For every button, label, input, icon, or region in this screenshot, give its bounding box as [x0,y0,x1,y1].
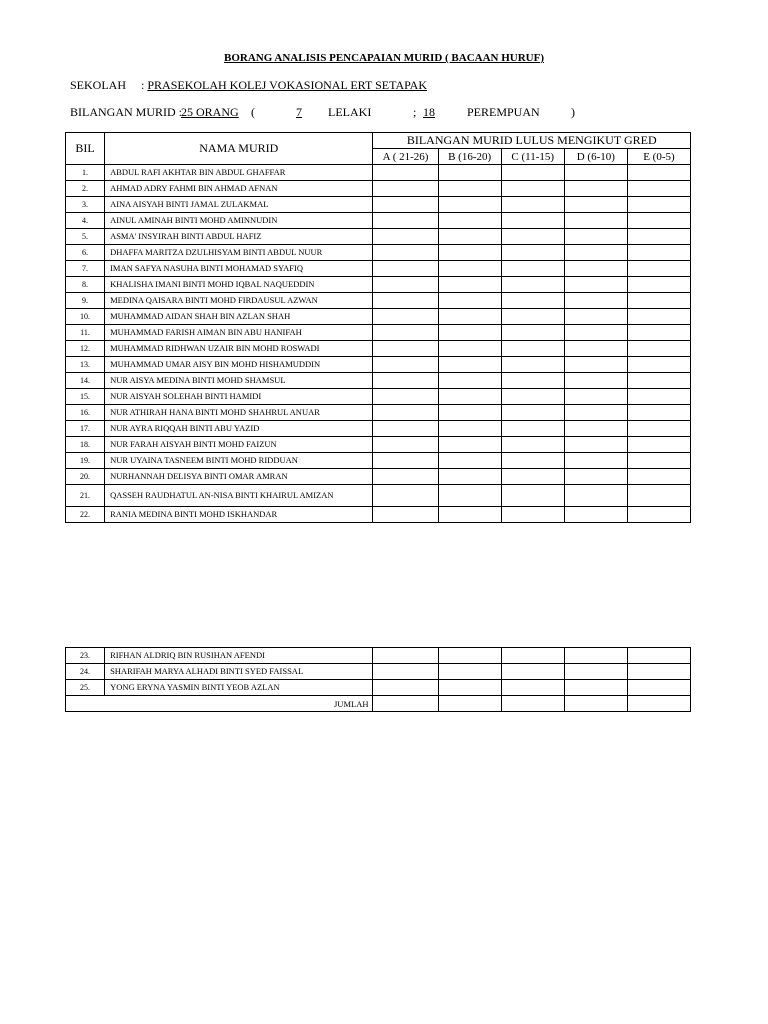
header-name: NAMA MURID [105,133,373,165]
grade-cell-a[interactable] [373,469,438,485]
grade-cell-c[interactable] [501,341,564,357]
table-row [66,373,691,389]
grade-cell-a[interactable] [373,357,438,373]
row-number: 13. [66,357,105,373]
grade-cell-b[interactable] [438,277,501,293]
table-row [66,213,691,229]
grade-cell-b[interactable] [438,680,501,696]
row-number: 1. [66,165,105,181]
grade-cell-a[interactable] [373,181,438,197]
table-row [66,469,691,485]
total-cell-e[interactable] [627,696,690,712]
male-label: LELAKI [328,105,372,119]
header-bil: BIL [66,133,105,165]
grade-cell-b[interactable] [438,357,501,373]
grade-cell-b[interactable] [438,469,501,485]
grade-cell-e[interactable] [627,389,690,405]
grade-cell-a[interactable] [373,648,438,664]
grade-cell-d[interactable] [564,245,627,261]
row-number: 8. [66,277,105,293]
grade-cell-e[interactable] [627,680,690,696]
student-name: DHAFFA MARITZA DZULHISYAM BINTI ABDUL NUUR [105,245,373,261]
grade-cell-e[interactable] [627,293,690,309]
grade-cell-a[interactable] [373,453,438,469]
row-number: 21. [66,485,105,507]
total-cell-d[interactable] [564,696,627,712]
grade-cell-c[interactable] [501,469,564,485]
student-name: ABDUL RAFI AKHTAR BIN ABDUL GHAFFAR [105,165,373,181]
grade-cell-b[interactable] [438,229,501,245]
grade-cell-a[interactable] [373,293,438,309]
school-separator: : [141,78,145,92]
table-row [66,325,691,341]
grade-cell-b[interactable] [438,421,501,437]
grade-cell-c[interactable] [501,357,564,373]
grade-cell-c[interactable] [501,229,564,245]
student-name: MUHAMMAD UMAR AISY BIN MOHD HISHAMUDDIN [105,357,373,373]
grade-cell-a[interactable] [373,197,438,213]
student-name: KHALISHA IMANI BINTI MOHD IQBAL NAQUEDDIN [105,277,373,293]
student-name: YONG ERYNA YASMIN BINTI YEOB AZLAN [105,680,373,696]
table-row [66,293,691,309]
grade-cell-a[interactable] [373,309,438,325]
grade-cell-b[interactable] [438,389,501,405]
paren-open: ( [251,105,255,119]
table-row [66,357,691,373]
paren-close: ) [571,105,575,119]
grade-cell-d[interactable] [564,165,627,181]
table-row [66,245,691,261]
table-row [66,453,691,469]
row-number: 4. [66,213,105,229]
grade-cell-a[interactable] [373,389,438,405]
grade-cell-c[interactable] [501,680,564,696]
grade-cell-d[interactable] [564,213,627,229]
grade-cell-e[interactable] [627,648,690,664]
grade-cell-b[interactable] [438,197,501,213]
grade-cell-c[interactable] [501,293,564,309]
table-row [66,437,691,453]
student-name: AHMAD ADRY FAHMI BIN AHMAD AFNAN [105,181,373,197]
row-number: 7. [66,261,105,277]
table-row [66,664,691,680]
grade-cell-a[interactable] [373,405,438,421]
grade-cell-e[interactable] [627,229,690,245]
student-name: NUR AISYAH SOLEHAH BINTI HAMIDI [105,389,373,405]
grade-cell-e[interactable] [627,405,690,421]
student-name: AINUL AMINAH BINTI MOHD AMINNUDIN [105,213,373,229]
grade-cell-e[interactable] [627,277,690,293]
grade-cell-c[interactable] [501,664,564,680]
grade-cell-d[interactable] [564,341,627,357]
student-name: NUR AISYA MEDINA BINTI MOHD SHAMSUL [105,373,373,389]
grade-cell-b[interactable] [438,485,501,507]
total-row [66,696,691,712]
grade-cell-e[interactable] [627,181,690,197]
grade-cell-b[interactable] [438,293,501,309]
grade-cell-c[interactable] [501,421,564,437]
results-table-part2 [65,647,691,712]
female-label: PEREMPUAN [467,105,540,119]
row-number: 2. [66,181,105,197]
grade-cell-b[interactable] [438,325,501,341]
grade-cell-a[interactable] [373,213,438,229]
grade-cell-d[interactable] [564,373,627,389]
grade-cell-a[interactable] [373,664,438,680]
table-row [66,405,691,421]
grade-cell-b[interactable] [438,165,501,181]
grade-cell-b[interactable] [438,181,501,197]
grade-cell-d[interactable] [564,389,627,405]
table-row [66,181,691,197]
grade-cell-e[interactable] [627,245,690,261]
student-name: NUR UYAINA TASNEEM BINTI MOHD RIDDUAN [105,453,373,469]
grade-cell-a[interactable] [373,165,438,181]
table-row [66,389,691,405]
grade-cell-c[interactable] [501,277,564,293]
student-name: IMAN SAFYA NASUHA BINTI MOHAMAD SYAFIQ [105,261,373,277]
grade-cell-d[interactable] [564,357,627,373]
grade-cell-b[interactable] [438,261,501,277]
row-number: 17. [66,421,105,437]
grade-cell-a[interactable] [373,245,438,261]
table-row [66,341,691,357]
grade-cell-d[interactable] [564,469,627,485]
header-grade-b: B (16-20) [438,149,501,165]
table-row [66,680,691,696]
grade-cell-a[interactable] [373,261,438,277]
grade-cell-c[interactable] [501,261,564,277]
grade-cell-a[interactable] [373,485,438,507]
row-number: 18. [66,437,105,453]
grade-cell-c[interactable] [501,437,564,453]
grade-cell-a[interactable] [373,325,438,341]
table-row [66,648,691,664]
student-count-label: BILANGAN MURID : [70,105,182,119]
school-name: PRASEKOLAH KOLEJ VOKASIONAL ERT SETAPAK [147,78,428,92]
grade-cell-c[interactable] [501,325,564,341]
row-number: 11. [66,325,105,341]
grade-cell-a[interactable] [373,507,438,523]
grade-cell-c[interactable] [501,213,564,229]
student-name: AINA AISYAH BINTI JAMAL ZULAKMAL [105,197,373,213]
total-cell-c[interactable] [501,696,564,712]
header-grade-d: D (6-10) [564,149,627,165]
row-number: 9. [66,293,105,309]
student-name: NUR ATHIRAH HANA BINTI MOHD SHAHRUL ANUAR [105,405,373,421]
grade-cell-e[interactable] [627,485,690,507]
grade-cell-e[interactable] [627,213,690,229]
grade-cell-e[interactable] [627,325,690,341]
table-row [66,507,691,523]
grade-cell-b[interactable] [438,507,501,523]
grade-cell-b[interactable] [438,341,501,357]
grade-cell-d[interactable] [564,437,627,453]
grade-cell-d[interactable] [564,293,627,309]
grade-cell-e[interactable] [627,421,690,437]
grade-cell-b[interactable] [438,245,501,261]
student-name: MUHAMMAD FARISH AIMAN BIN ABU HANIFAH [105,325,373,341]
grade-cell-b[interactable] [438,213,501,229]
grade-cell-c[interactable] [501,181,564,197]
header-grade-group: BILANGAN MURID LULUS MENGIKUT GRED [373,133,691,149]
row-number: 6. [66,245,105,261]
grade-cell-c[interactable] [501,648,564,664]
grade-cell-c[interactable] [501,389,564,405]
total-cell-a[interactable] [373,696,438,712]
grade-cell-c[interactable] [501,197,564,213]
row-number: 5. [66,229,105,245]
grade-cell-e[interactable] [627,341,690,357]
row-number: 25. [66,680,105,696]
student-name: MUHAMMAD RIDHWAN UZAIR BIN MOHD ROSWADI [105,341,373,357]
grade-cell-a[interactable] [373,437,438,453]
row-number: 3. [66,197,105,213]
grade-cell-d[interactable] [564,309,627,325]
grade-cell-c[interactable] [501,245,564,261]
school-line [70,78,427,93]
header-grade-e: E (0-5) [627,149,690,165]
grade-cell-c[interactable] [501,373,564,389]
grade-cell-e[interactable] [627,309,690,325]
grade-cell-b[interactable] [438,437,501,453]
student-name: ASMA' INSYIRAH BINTI ABDUL HAFIZ [105,229,373,245]
row-number: 14. [66,373,105,389]
grade-cell-d[interactable] [564,680,627,696]
grade-cell-d[interactable] [564,405,627,421]
grade-cell-d[interactable] [564,181,627,197]
grade-cell-d[interactable] [564,664,627,680]
grade-cell-a[interactable] [373,229,438,245]
student-name: RIFHAN ALDRIQ BIN RUSIHAN AFENDI [105,648,373,664]
grade-cell-d[interactable] [564,453,627,469]
results-table-part1 [65,132,691,523]
grade-cell-b[interactable] [438,405,501,421]
student-name: MEDINA QAISARA BINTI MOHD FIRDAUSUL AZWAN [105,293,373,309]
grade-cell-b[interactable] [438,648,501,664]
table-row [66,277,691,293]
student-name: MUHAMMAD AIDAN SHAH BIN AZLAN SHAH [105,309,373,325]
grade-cell-d[interactable] [564,197,627,213]
grade-cell-e[interactable] [627,197,690,213]
row-number: 23. [66,648,105,664]
grade-cell-c[interactable] [501,507,564,523]
table-row [66,165,691,181]
grade-cell-a[interactable] [373,277,438,293]
grade-cell-d[interactable] [564,229,627,245]
student-name: SHARIFAH MARYA ALHADI BINTI SYED FAISSAL [105,664,373,680]
grade-cell-e[interactable] [627,373,690,389]
grade-cell-d[interactable] [564,421,627,437]
grade-cell-c[interactable] [501,165,564,181]
row-number: 10. [66,309,105,325]
header-grade-a: A ( 21-26) [373,149,438,165]
grade-cell-b[interactable] [438,373,501,389]
student-name: RANIA MEDINA BINTI MOHD ISKHANDAR [105,507,373,523]
row-number: 24. [66,664,105,680]
student-name: QASSEH RAUDHATUL AN-NISA BINTI KHAIRUL AMIZAN [105,485,373,507]
grade-cell-c[interactable] [501,309,564,325]
student-name: NURHANNAH DELISYA BINTI OMAR AMRAN [105,469,373,485]
semicolon: ; [413,105,417,119]
table-row [66,261,691,277]
table-row [66,485,691,507]
row-number: 20. [66,469,105,485]
female-count: 18 [423,105,435,119]
row-number: 16. [66,405,105,421]
grade-cell-e[interactable] [627,261,690,277]
male-count: 7 [296,105,302,119]
table-row [66,421,691,437]
grade-cell-a[interactable] [373,421,438,437]
row-number: 22. [66,507,105,523]
grade-cell-a[interactable] [373,341,438,357]
total-label: JUMLAH [66,696,373,712]
grade-cell-d[interactable] [564,325,627,341]
grade-cell-e[interactable] [627,664,690,680]
row-number: 15. [66,389,105,405]
grade-cell-b[interactable] [438,309,501,325]
grade-cell-d[interactable] [564,507,627,523]
grade-cell-e[interactable] [627,469,690,485]
grade-cell-d[interactable] [564,277,627,293]
grade-cell-e[interactable] [627,165,690,181]
total-cell-b[interactable] [438,696,501,712]
grade-cell-c[interactable] [501,485,564,507]
student-name: NUR AYRA RIQQAH BINTI ABU YAZID [105,421,373,437]
grade-cell-d[interactable] [564,648,627,664]
grade-cell-d[interactable] [564,485,627,507]
grade-cell-e[interactable] [627,507,690,523]
table-row [66,229,691,245]
grade-cell-a[interactable] [373,680,438,696]
grade-cell-e[interactable] [627,437,690,453]
student-name: NUR FARAH AISYAH BINTI MOHD FAIZUN [105,437,373,453]
table-row [66,197,691,213]
table-row [66,309,691,325]
grade-cell-b[interactable] [438,453,501,469]
grade-cell-e[interactable] [627,453,690,469]
row-number: 12. [66,341,105,357]
grade-cell-b[interactable] [438,664,501,680]
row-number: 19. [66,453,105,469]
grade-cell-c[interactable] [501,405,564,421]
school-label: SEKOLAH [70,78,126,92]
grade-cell-e[interactable] [627,357,690,373]
form-title: BORANG ANALISIS PENCAPAIAN MURID ( BACAAN HURUF) [223,52,545,64]
grade-cell-a[interactable] [373,373,438,389]
grade-cell-c[interactable] [501,453,564,469]
grade-cell-d[interactable] [564,261,627,277]
header-grade-c: C (11-15) [501,149,564,165]
student-count-total: 25 ORANG [181,105,239,119]
